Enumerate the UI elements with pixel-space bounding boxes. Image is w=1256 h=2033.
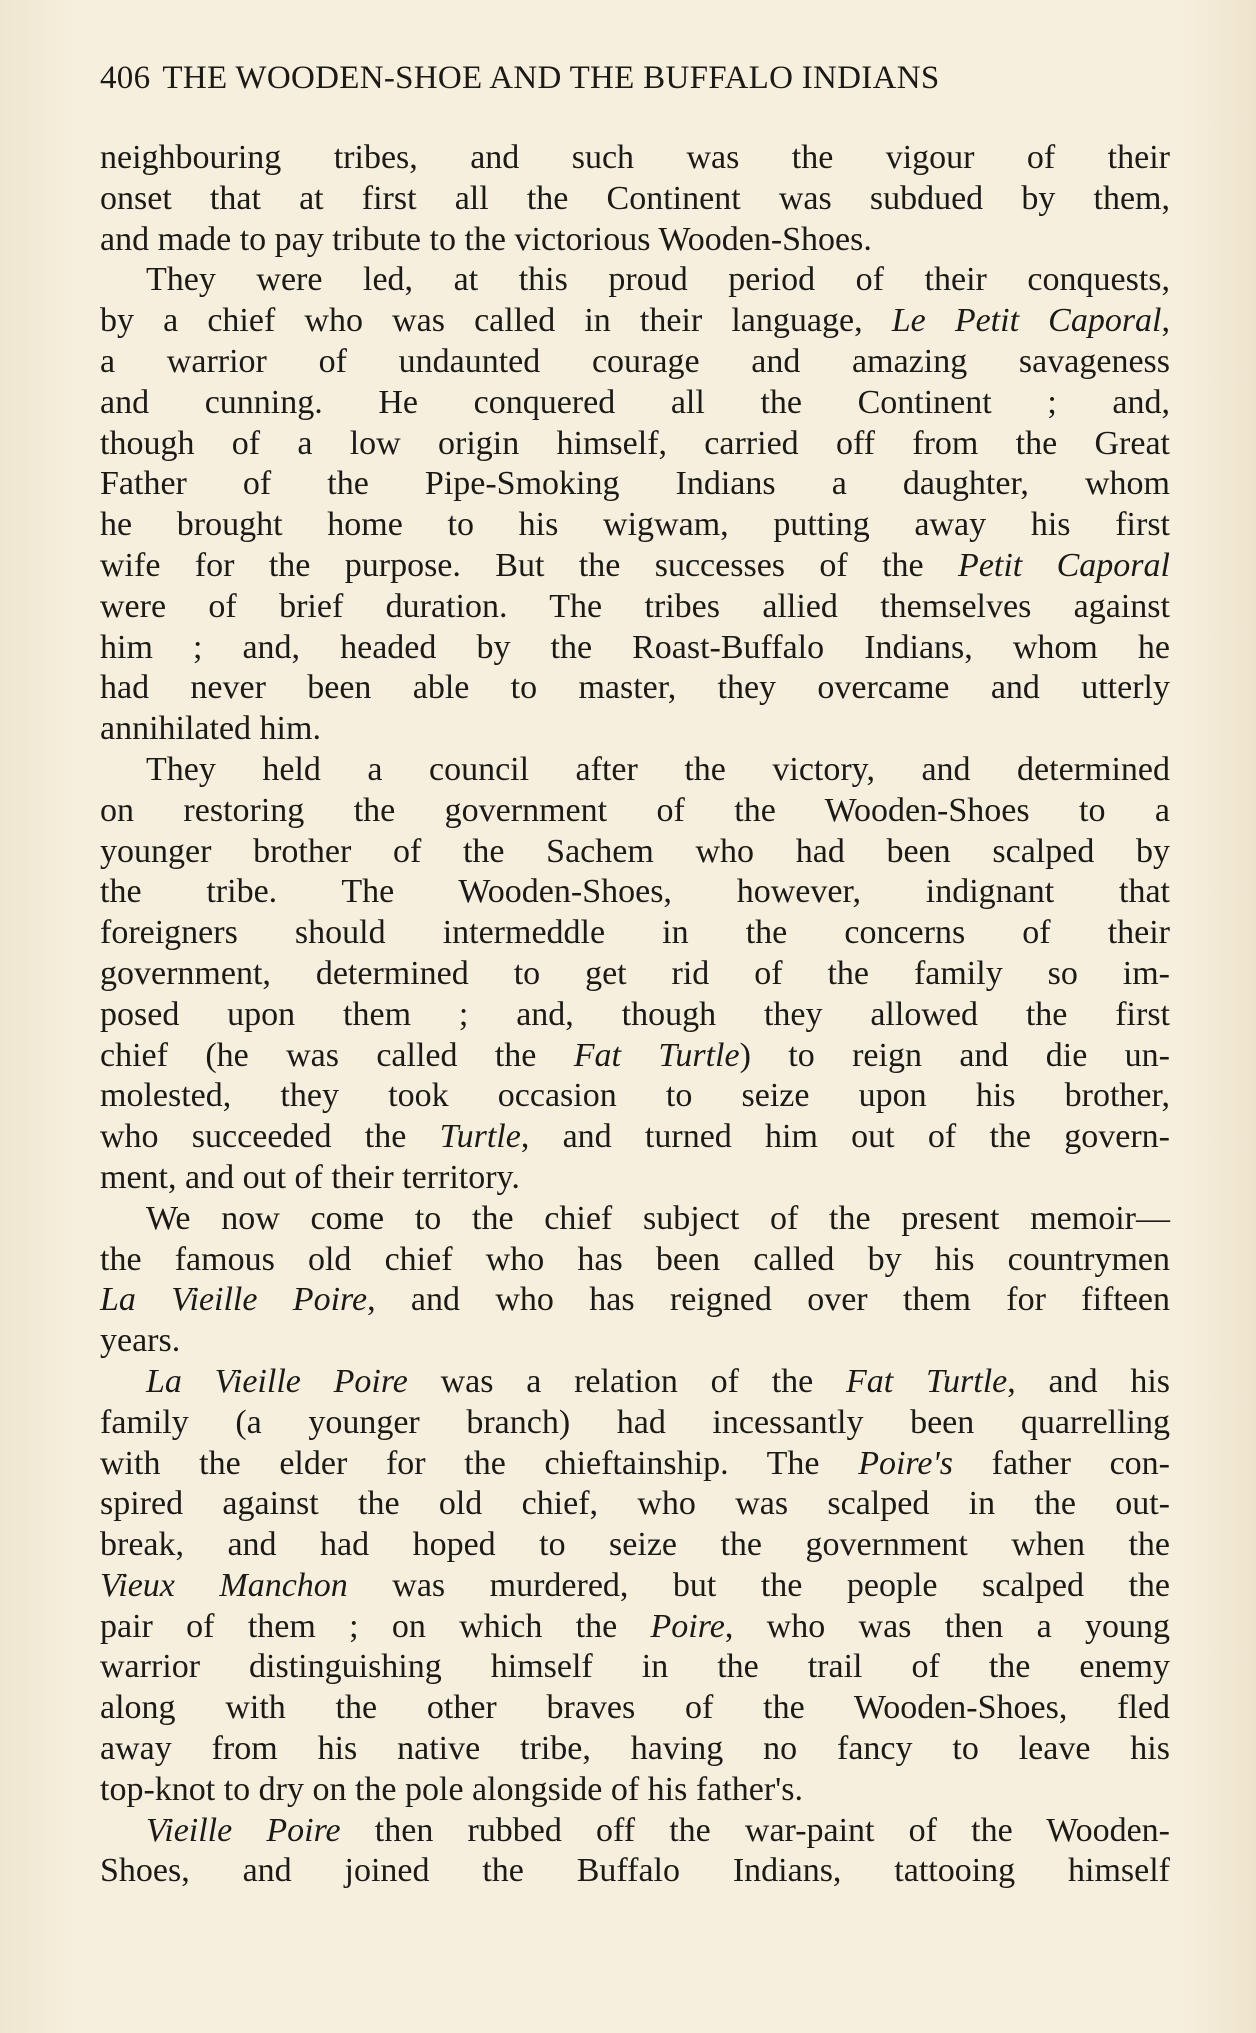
text-line	[100, 1117, 1170, 1158]
italic-text: La Vieille Poire	[100, 1281, 368, 1319]
text-run: was murdered, but the people scalped the	[347, 1566, 1170, 1604]
text-run: a warrior of undaunted courage and amazing savageness	[100, 342, 1170, 380]
text-line	[100, 464, 1170, 505]
text-line	[100, 832, 1170, 873]
text-line	[100, 505, 1170, 546]
text-run: years.	[100, 1322, 181, 1360]
text-run: We now come to the chief subject of the present memoir—	[146, 1199, 1170, 1237]
text-line	[100, 220, 1170, 261]
italic-text: Vieux Manchon	[100, 1566, 348, 1604]
text-run: annihilated him.	[100, 710, 321, 748]
text-line	[100, 750, 1170, 791]
page-number: 406	[100, 60, 151, 96]
text-line	[100, 1525, 1170, 1566]
text-run: though of a low origin himself, carried off from the Great	[100, 424, 1170, 462]
text-line	[100, 1362, 1170, 1403]
italic-text: Poire	[650, 1607, 725, 1645]
text-line	[100, 1770, 1170, 1811]
text-run: neighbouring tribes, and such was the vigour of their	[100, 139, 1170, 176]
text-line	[100, 1199, 1170, 1240]
text-line	[100, 1158, 1170, 1199]
text-line	[100, 138, 1170, 179]
text-run: who succeeded the	[100, 1118, 440, 1156]
running-title: THE WOODEN-SHOE AND THE BUFFALO INDIANS	[162, 60, 940, 96]
text-line	[100, 913, 1170, 954]
text-line	[100, 954, 1170, 995]
text-run: , and his	[1007, 1362, 1171, 1400]
text-run: ) to reign and die un-	[739, 1036, 1170, 1074]
text-run: Father of the Pipe-Smoking Indians a daughter, whom	[100, 465, 1170, 503]
text-line	[100, 1607, 1170, 1648]
text-run: on restoring the government of the Wooden-Shoes to a	[100, 791, 1170, 829]
text-run: the famous old chief who has been called by his countrymen	[100, 1240, 1170, 1278]
text-line	[100, 1688, 1170, 1729]
text-line	[100, 301, 1170, 342]
text-line	[100, 424, 1170, 465]
text-run: younger brother of the Sachem who had been scalped by	[100, 832, 1170, 870]
text-line	[100, 1280, 1170, 1321]
text-run: They held a council after the victory, and determined	[146, 750, 1170, 788]
text-run: father con-	[952, 1444, 1170, 1482]
text-line	[100, 995, 1170, 1036]
text-run: family (a younger branch) had incessantly been quarrelling	[100, 1403, 1170, 1441]
text-run: government, determined to get rid of the family so im-	[100, 954, 1170, 992]
text-line	[100, 546, 1170, 587]
text-line	[100, 1484, 1170, 1525]
text-line	[100, 179, 1170, 220]
text-run: , who was then a young	[724, 1607, 1170, 1645]
text-run: break, and had hoped to seize the government when the	[100, 1526, 1170, 1564]
text-run: warrior distinguishing himself in the trail of the enemy	[100, 1648, 1170, 1686]
text-run: foreigners should intermeddle in the concerns of their	[100, 914, 1170, 952]
text-line	[100, 1566, 1170, 1607]
text-run: away from his native tribe, having no fancy to leave his	[100, 1730, 1170, 1768]
text-line	[100, 628, 1170, 669]
text-line	[100, 1403, 1170, 1444]
text-run: top-knot to dry on the pole alongside of his father's.	[100, 1770, 803, 1808]
text-run: by a chief who was called in their language,	[100, 302, 892, 340]
text-run: posed upon them ; and, though they allowed the first	[100, 995, 1170, 1033]
text-line	[100, 1321, 1170, 1362]
text-run: Shoes, and joined the Buffalo Indians, tattooing himself	[100, 1852, 1170, 1890]
text-run: molested, they took occasion to seize upon his brother,	[100, 1077, 1170, 1115]
text-run: pair of them ; on which the	[100, 1607, 651, 1645]
text-run: he brought home to his wigwam, putting away his first	[100, 506, 1170, 544]
text-run: ,	[1161, 302, 1170, 340]
text-line	[100, 260, 1170, 301]
text-run: wife for the purpose. But the successes of the	[100, 546, 959, 584]
italic-text: La Vieille Poire	[146, 1362, 408, 1400]
text-line	[100, 791, 1170, 832]
italic-text: Fat Turtle	[846, 1362, 1008, 1400]
italic-text: Petit Caporal	[958, 546, 1170, 584]
text-run: had never been able to master, they overcame and utterly	[100, 669, 1170, 707]
text-line	[100, 1444, 1170, 1485]
text-run: and cunning. He conquered all the Continent ; and,	[100, 383, 1170, 421]
text-line	[100, 342, 1170, 383]
text-line	[100, 872, 1170, 913]
italic-text: Le Petit Caporal	[891, 302, 1162, 340]
text-run: and made to pay tribute to the victorious Wooden-Shoes.	[100, 220, 872, 258]
italic-text: Vieille Poire	[146, 1811, 341, 1849]
text-line	[100, 1851, 1170, 1892]
text-run: then rubbed off the war-paint of the Wooden-	[340, 1811, 1170, 1849]
text-run: him ; and, headed by the Roast-Buffalo Indians, whom he	[100, 628, 1170, 666]
text-run: chief (he was called the	[100, 1036, 574, 1074]
text-run: the tribe. The Wooden-Shoes, however, indignant that	[100, 873, 1170, 911]
text-run: with the elder for the chieftainship. The	[100, 1444, 859, 1482]
text-line	[100, 1647, 1170, 1688]
text-line	[100, 709, 1170, 750]
text-run: , and turned him out of the govern-	[520, 1118, 1171, 1156]
text-line	[100, 1729, 1170, 1770]
text-run: onset that at first all the Continent was subdued by them,	[100, 179, 1170, 217]
text-line	[100, 1240, 1170, 1281]
running-header	[100, 60, 1140, 97]
text-run: ment, and out of their territory.	[100, 1158, 520, 1196]
italic-text: Fat Turtle	[573, 1036, 740, 1074]
text-line	[100, 383, 1170, 424]
text-run: was a relation of the	[407, 1362, 847, 1400]
italic-text: Turtle	[439, 1118, 521, 1156]
text-run: along with the other braves of the Wooden-Shoes, fled	[100, 1689, 1170, 1727]
text-run: They were led, at this proud period of their conquests,	[146, 261, 1170, 299]
body-text	[100, 138, 1170, 1892]
text-line	[100, 1036, 1170, 1077]
text-run: spired against the old chief, who was scalped in the out-	[100, 1485, 1170, 1523]
text-run: , and who has reigned over them for fifteen	[367, 1281, 1170, 1319]
italic-text: Poire's	[858, 1444, 953, 1482]
text-line	[100, 1076, 1170, 1117]
text-line	[100, 668, 1170, 709]
text-line	[100, 1811, 1170, 1852]
text-line	[100, 587, 1170, 628]
text-run: were of brief duration. The tribes allied themselves against	[100, 587, 1170, 625]
